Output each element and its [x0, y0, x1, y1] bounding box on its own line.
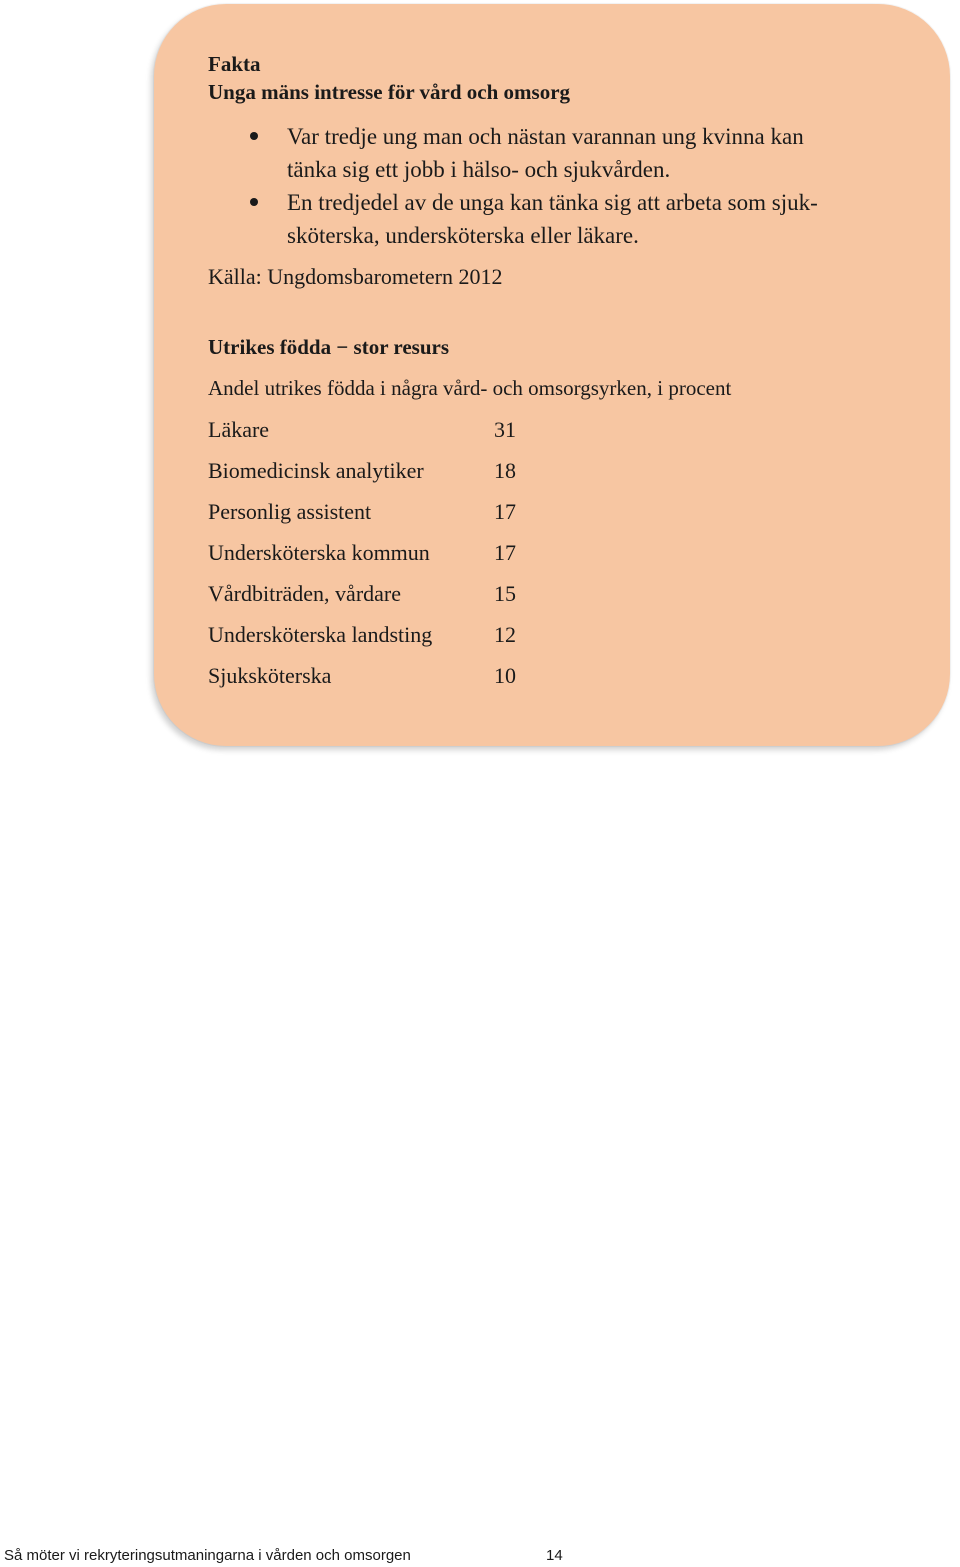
footer-page-number: 14: [546, 1547, 563, 1564]
table-row-label: Personlig assistent: [208, 499, 372, 524]
bullet-icon: [250, 132, 258, 140]
bullet-1-line-1: Var tredje ung man och nästan varannan ung kvinna kan: [287, 124, 804, 149]
fact-title: Unga mäns intresse för vård och omsorg: [208, 80, 571, 104]
table-row-value: 10: [494, 663, 516, 688]
table-row-value: 12: [494, 622, 516, 647]
bullet-1-line-2: tänka sig ett jobb i hälso- och sjukvården.: [287, 157, 671, 182]
table-row-value: 17: [494, 499, 516, 524]
section-title: Utrikes födda − stor resurs: [208, 335, 450, 359]
table-row-label: Undersköterska kommun: [208, 540, 430, 565]
table-row-value: 31: [494, 417, 516, 442]
bullet-icon: [250, 198, 258, 206]
bullet-2-line-2: sköterska, undersköterska eller läkare.: [287, 223, 639, 248]
table-row-value: 18: [494, 458, 516, 483]
fact-label: Fakta: [208, 52, 261, 76]
table-row-label: Vårdbiträden, vårdare: [208, 581, 402, 606]
table-caption: Andel utrikes födda i några vård- och omsorgsyrken, i procent: [208, 376, 732, 400]
table-row-label: Undersköterska landsting: [208, 622, 433, 647]
table-row-label: Biomedicinsk analytiker: [208, 458, 424, 483]
table-row-value: 15: [494, 581, 516, 606]
source-note: Källa: Ungdomsbarometern 2012: [208, 264, 503, 289]
footer-document-title: Så möter vi rekryteringsutmaningarna i vården och omsorgen: [4, 1547, 411, 1564]
bullet-2-line-1: En tredjedel av de unga kan tänka sig att arbeta som sjuk-: [287, 190, 818, 215]
table-row-label: Läkare: [208, 417, 270, 442]
table-row-label: Sjuksköterska: [208, 663, 332, 688]
table-row-value: 17: [494, 540, 516, 565]
